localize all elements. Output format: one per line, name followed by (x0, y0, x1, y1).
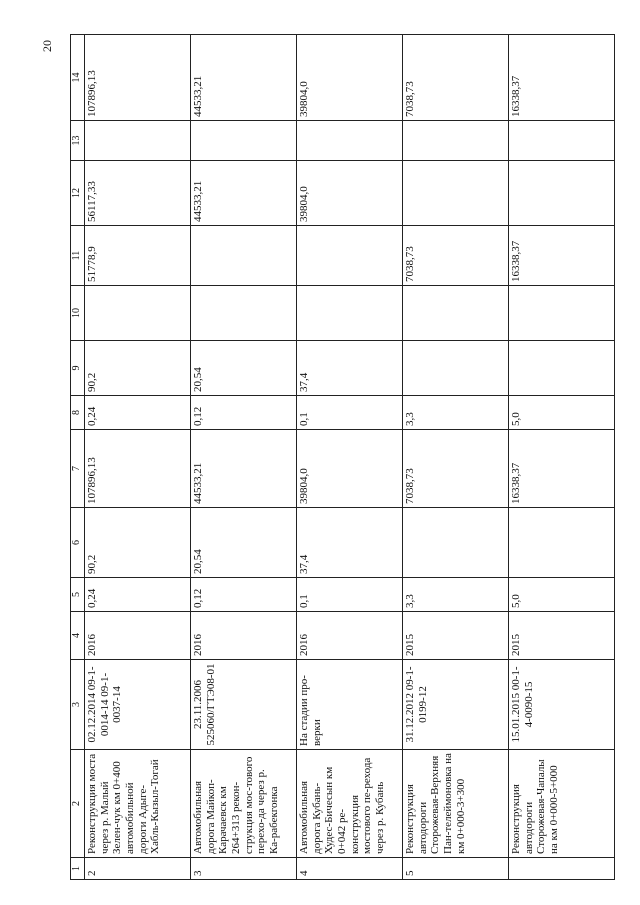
cell-c14: 7038,73 (403, 35, 509, 121)
document-info: 02.12.2014 09-1-0014-14 09-1-0037-14 (85, 660, 191, 750)
cell-c11 (191, 226, 297, 286)
row-number: 3 (191, 858, 297, 880)
year: 2016 (85, 612, 191, 660)
cell-c7: 44533,21 (191, 430, 297, 508)
cell-c7: 107896,13 (85, 430, 191, 508)
object-name: Реконструкция автодороги Сторожевая-Верхняя Пан-телеймоновка на км 0+000-3+300 (403, 750, 509, 858)
cell-c11: 16338,37 (509, 226, 615, 286)
cell-c8: 5,0 (509, 396, 615, 430)
col-number: 1 (71, 858, 85, 880)
cell-c6 (509, 508, 615, 578)
col-number: 3 (71, 660, 85, 750)
cell-c11: 7038,73 (403, 226, 509, 286)
cell-c12: 44533,21 (191, 161, 297, 226)
cell-c9: 37,4 (297, 341, 403, 396)
col-number: 4 (71, 612, 85, 660)
document-info: 31.12.2012 09-1-0199-12 (403, 660, 509, 750)
document-info: На стадии про-верки (297, 660, 403, 750)
cell-c12 (403, 161, 509, 226)
cell-c11: 51778,9 (85, 226, 191, 286)
year: 2016 (297, 612, 403, 660)
cell-c12: 56117,33 (85, 161, 191, 226)
col-number: 5 (71, 578, 85, 612)
cell-c5: 5,0 (509, 578, 615, 612)
object-name: Реконструкция автодороги Сторожевая-Чапалы на км 0+000-5+000 (509, 750, 615, 858)
cell-c14: 107896,13 (85, 35, 191, 121)
cell-c10 (297, 286, 403, 341)
col-number: 9 (71, 341, 85, 396)
cell-c9: 90,2 (85, 341, 191, 396)
data-table (70, 34, 615, 880)
cell-c13 (509, 121, 615, 161)
cell-c10 (191, 286, 297, 341)
cell-c6: 20,54 (191, 508, 297, 578)
cell-c9 (509, 341, 615, 396)
table-row (297, 35, 403, 880)
cell-c14: 16338,37 (509, 35, 615, 121)
cell-c13 (85, 121, 191, 161)
year: 2015 (509, 612, 615, 660)
rotated-table-wrapper (70, 35, 610, 880)
document-info: 23.11.2006 525060/ГТЭ08-01 (191, 660, 297, 750)
cell-c8: 0,12 (191, 396, 297, 430)
cell-c6 (403, 508, 509, 578)
cell-c9 (403, 341, 509, 396)
year: 2015 (403, 612, 509, 660)
cell-c11 (297, 226, 403, 286)
column-number-row (71, 35, 85, 880)
cell-c6: 90,2 (85, 508, 191, 578)
object-name: Реконструкция моста через р. Малый Зелен-чук км 0+400 автомобильной дороги Адыге-Хабль-Кызыл-Тогай (85, 750, 191, 858)
col-number: 11 (71, 226, 85, 286)
row-number (509, 858, 615, 880)
col-number: 13 (71, 121, 85, 161)
table-row (191, 35, 297, 880)
cell-c5: 0,12 (191, 578, 297, 612)
col-number: 14 (71, 35, 85, 121)
table-row (403, 35, 509, 880)
cell-c7: 16338,37 (509, 430, 615, 508)
year: 2016 (191, 612, 297, 660)
cell-c12 (509, 161, 615, 226)
col-number: 10 (71, 286, 85, 341)
cell-c13 (297, 121, 403, 161)
cell-c6: 37,4 (297, 508, 403, 578)
table-row (509, 35, 615, 880)
cell-c7: 39804,0 (297, 430, 403, 508)
cell-c13 (191, 121, 297, 161)
cell-c12: 39804,0 (297, 161, 403, 226)
row-number: 2 (85, 858, 191, 880)
col-number: 6 (71, 508, 85, 578)
cell-c10 (403, 286, 509, 341)
cell-c5: 0,24 (85, 578, 191, 612)
row-number: 5 (403, 858, 509, 880)
col-number: 2 (71, 750, 85, 858)
row-number: 4 (297, 858, 403, 880)
cell-c13 (403, 121, 509, 161)
table-row (85, 35, 191, 880)
cell-c10 (509, 286, 615, 341)
cell-c8: 0,24 (85, 396, 191, 430)
document-info: 15.01.2015 00-1-4-0090-15 (509, 660, 615, 750)
cell-c14: 44533,21 (191, 35, 297, 121)
col-number: 12 (71, 161, 85, 226)
cell-c9: 20,54 (191, 341, 297, 396)
cell-c5: 0,1 (297, 578, 403, 612)
cell-c10 (85, 286, 191, 341)
col-number: 7 (71, 430, 85, 508)
col-number: 8 (71, 396, 85, 430)
cell-c8: 3,3 (403, 396, 509, 430)
object-name: Автомобильная дорога Кубань-Худес-Бичесын км 0+042 ре-конструкция мостового пе-рехода через р. Кубань (297, 750, 403, 858)
cell-c14: 39804,0 (297, 35, 403, 121)
cell-c5: 3,3 (403, 578, 509, 612)
cell-c7: 7038,73 (403, 430, 509, 508)
cell-c8: 0,1 (297, 396, 403, 430)
page-number: 20 (40, 40, 54, 52)
object-name: Автомобильная дорога Майкоп-Карачаевск км 264+313 рекон-струкция мос-тового перехо-да через р. Ка-рабекгонка (191, 750, 297, 858)
